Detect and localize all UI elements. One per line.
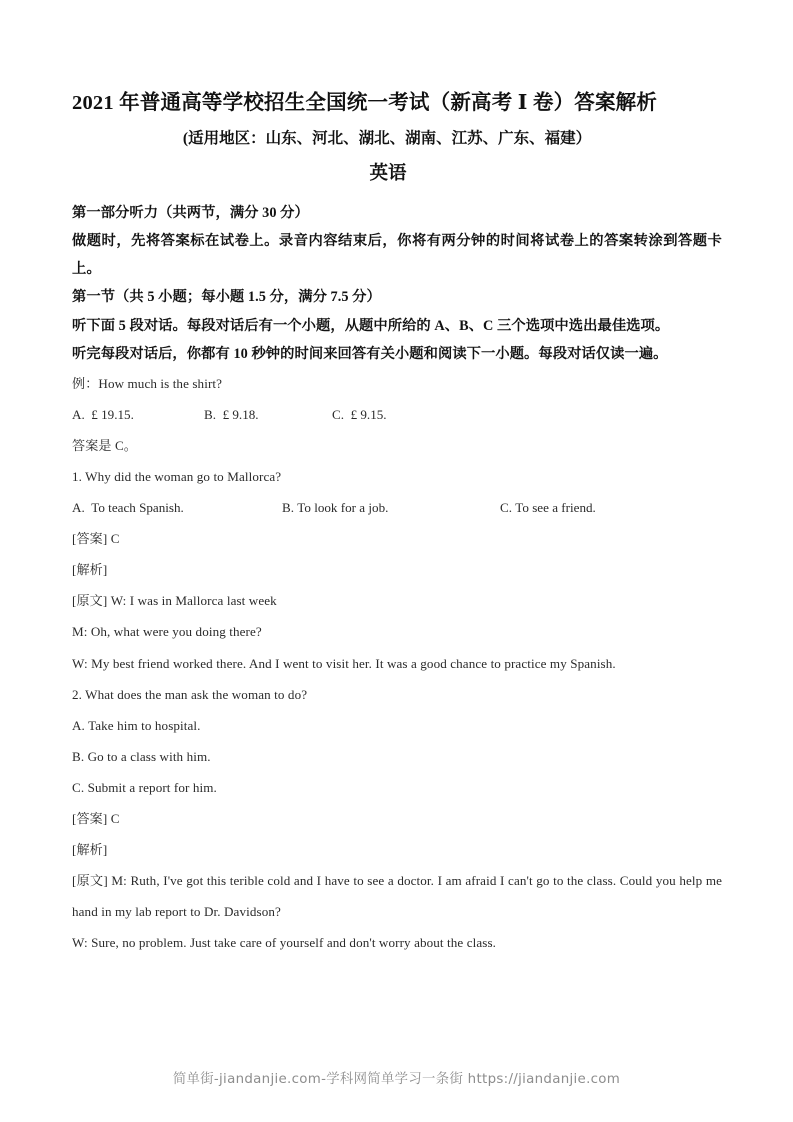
example-answer: 答案是 C。: [72, 438, 137, 454]
example-options-row: [72, 399, 722, 430]
transcript-label: [原文]: [72, 593, 108, 609]
section-one-heading: 第一节（共 5 小题；每小题 1.5 分，满分 7.5 分）: [72, 289, 381, 306]
section-one-instruction-line-1: 听下面 5 段对话。每段对话后有一个小题，从题中所给的 A、B、C 三个选项中选出最佳选项。: [72, 317, 670, 334]
page-title: 2021 年普通高等学校招生全国统一考试（新高考 Ⅰ 卷）答案解析: [72, 92, 658, 114]
footer-watermark: 简单街-jiandanjie.com-学科网简单学习一条街 https://jiandanjie.com: [172, 1072, 621, 1087]
question-2-option-a: A. Take him to hospital.: [72, 717, 201, 733]
example-option-c: C. £ 9.15.: [332, 407, 387, 423]
question-1-answer: [72, 523, 722, 554]
question-2-answer: [72, 803, 722, 834]
question-2-stem: 2. What does the man ask the woman to do?: [72, 686, 308, 702]
question-1-stem: 1. Why did the woman go to Mallorca?: [72, 469, 282, 485]
question-1-option-a: A. To teach Spanish.: [72, 500, 184, 516]
subject-heading: 英语: [369, 163, 407, 184]
answer-value: C: [110, 531, 120, 547]
example-option-b: B. £ 9.18.: [204, 407, 259, 423]
section-one-instruction-line-2: 听完每段对话后，你都有 10 秒钟的时间来回答有关小题和阅读下一小题。每段对话仅读一遍。: [72, 346, 668, 362]
example-option-a: A. £ 19.15.: [72, 407, 134, 423]
question-1-option-c: C. To see a friend.: [500, 500, 596, 516]
question-1-option-b: B. To look for a job.: [282, 500, 389, 516]
transcript-label: [原文]: [72, 872, 108, 888]
document-body: [72, 88, 722, 958]
question-1-transcript-line-3: W: My best friend worked there. And I went to visit her. It was a good chance to practice my Spanish.: [72, 655, 616, 671]
question-2-option-c: C. Submit a report for him.: [72, 779, 217, 795]
answer-label: [答案]: [72, 531, 108, 547]
answer-value: C: [110, 810, 120, 826]
question-2-transcript-line-1: [原文] M: Ruth, I've got this terible cold and I have to see a doctor. I am afraid I can't go to the class. Could you help me hand in my lab report to Dr. Davidson?: [72, 872, 723, 919]
question-2-transcript-line-2: W: Sure, no problem. Just take care of yourself and don't worry about the class.: [72, 934, 497, 950]
question-2-option-b: B. Go to a class with him.: [72, 748, 211, 764]
question-2-analysis-label: [解析]: [72, 841, 108, 857]
question-1-transcript-line-2: M: Oh, what were you doing there?: [72, 624, 262, 640]
part-one-heading: 第一部分听力（共两节，满分 30 分）: [72, 204, 309, 221]
applicable-regions-subtitle: (适用地区：山东、河北、湖北、湖南、江苏、广东、福建）: [182, 129, 592, 147]
question-1-transcript-line-1: [原文] W: I was in Mallorca last week: [72, 593, 277, 609]
question-1-options-row: [72, 492, 722, 523]
answer-label: [答案]: [72, 810, 108, 826]
question-1-analysis-label: [解析]: [72, 562, 108, 578]
example-stem: 例：How much is the shirt?: [72, 376, 223, 392]
part-one-instruction: 做题时，先将答案标在试卷上。录音内容结束后，你将有两分钟的时间将试卷上的答案转涂到答题卡上。: [72, 232, 722, 278]
